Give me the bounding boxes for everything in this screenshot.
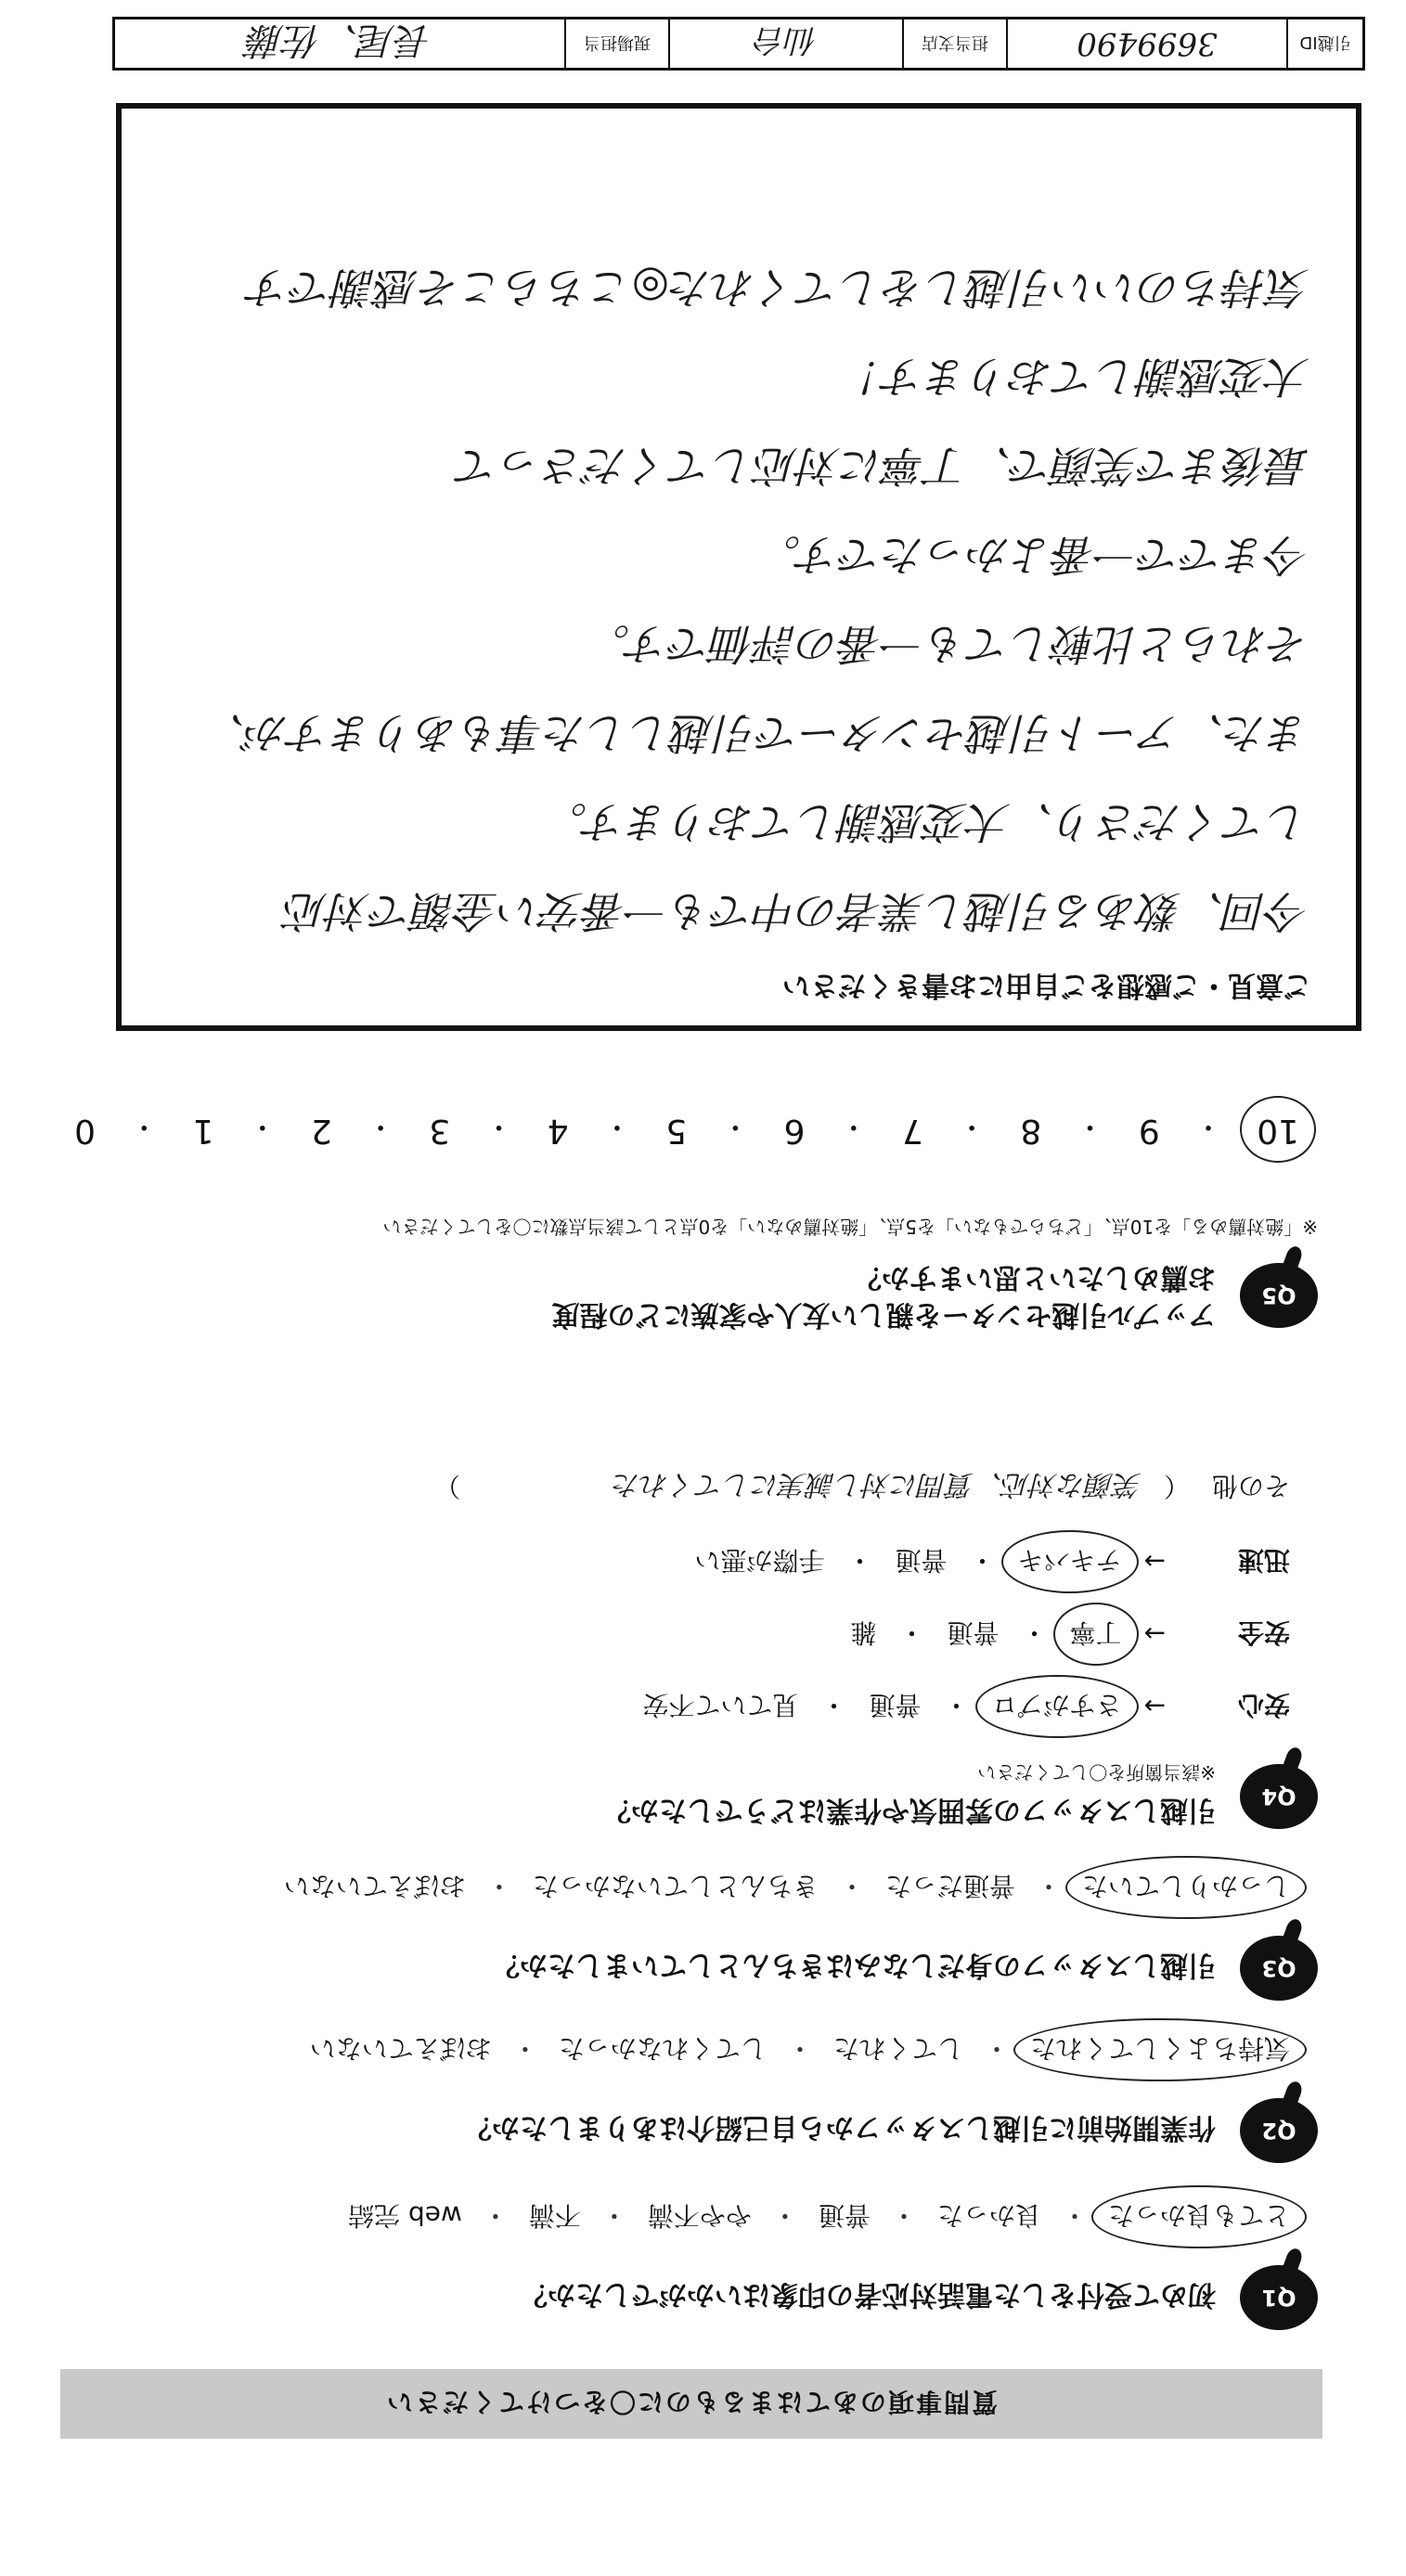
id-value[interactable]: 3699490: [1006, 19, 1286, 68]
q5-score[interactable]: 7: [901, 1112, 923, 1150]
q3-option-1[interactable]: しっかりしていた: [1082, 1869, 1290, 1906]
question-q2: [37, 2031, 1318, 2163]
arrow-icon: →: [1143, 1618, 1166, 1650]
q2-option-3[interactable]: してくれなかった: [558, 2033, 767, 2064]
q5-score[interactable]: 9: [1138, 1112, 1160, 1150]
comment-line: 最後まで笑顔で、丁寧に対応してくださって: [456, 441, 1309, 491]
q4-option[interactable]: 普通: [869, 1690, 922, 1720]
q2-text: 作業開始前に引越しスタッフから自己紹介はありましたか？: [464, 2111, 1216, 2144]
branch-value[interactable]: 仙台: [668, 19, 902, 68]
comment-line: また、アート引越センターで引越しした事もありますが、: [202, 708, 1309, 758]
q2-option-4[interactable]: おぼえていない: [309, 2033, 492, 2064]
q2-options: 気持ちよくしてくれた ・ してくれた ・ してくれなかった ・ おぼえていない: [37, 2031, 1290, 2068]
q5-badge: Q5: [1240, 1263, 1318, 1328]
q2-option-2[interactable]: してくれた: [832, 2033, 963, 2064]
q3-text: 引越しスタッフの身だしなみはきちんとしていましたか？: [492, 1949, 1216, 1981]
q5-score[interactable]: 3: [429, 1112, 451, 1150]
q1-badge: Q1: [1240, 2265, 1318, 2330]
q1-option-4[interactable]: やや不満: [647, 2200, 752, 2231]
q4-text: 引越しスタッフの雰囲気や作業はどうでしたか？: [603, 1794, 1216, 1826]
q4-row-anzen: 安全 → 丁寧 ・ 普通 ・ 雑: [37, 1616, 1290, 1653]
q3-badge: Q3: [1240, 1936, 1318, 2001]
question-q1: [37, 2198, 1318, 2330]
q4-option[interactable]: 手際が悪い: [694, 1545, 825, 1576]
branch-label: 担当支店: [902, 19, 1006, 68]
q3-option-3[interactable]: きちんとしていなかった: [532, 1871, 819, 1901]
question-q3: [37, 1869, 1318, 2001]
q5-score[interactable]: 8: [1020, 1112, 1042, 1150]
q4-option[interactable]: さすがプロ: [992, 1688, 1122, 1725]
q2-option-1[interactable]: 気持ちよくしてくれた: [1030, 2031, 1290, 2068]
q5-score[interactable]: 0: [74, 1112, 97, 1150]
q1-option-1[interactable]: とても良かった: [1108, 2198, 1290, 2235]
q1-options: とても良かった ・ 良かった ・ 普通 ・ やや不満 ・ 不満 ・ web 完結: [37, 2198, 1290, 2235]
id-label: 引越ID: [1286, 19, 1362, 68]
q3-options: しっかりしていた ・ 普通だった ・ きちんとしていなかった ・ おぼえていない: [37, 1869, 1290, 1906]
q5-score[interactable]: 10: [1257, 1109, 1299, 1150]
q4-option[interactable]: 普通: [895, 1545, 948, 1576]
comment-line: してくださり、大変感謝しております。: [544, 797, 1309, 847]
comment-box[interactable]: [116, 103, 1361, 1031]
q5-scale: 10 ・ 9 ・ 8 ・ 7 ・ 6 ・ 5 ・ 4 ・ 3 ・ 2 ・ 1 ・ 0: [74, 1110, 1299, 1150]
q2-badge: Q2: [1240, 2098, 1318, 2163]
leader-value[interactable]: 長尾、佐藤: [247, 19, 432, 62]
q4-other: その他 （ 笑顔な対応、質問に対し誠実にしてくれた ）: [37, 1467, 1290, 1508]
comment-heading: ご意見・ご感想をご自由にお書きください: [782, 969, 1311, 1001]
q4-option[interactable]: 丁寧: [1070, 1616, 1122, 1653]
q4-option[interactable]: 普通: [947, 1617, 1000, 1648]
question-q5: [37, 1109, 1318, 1333]
comment-line: 今回、数ある引越し業者の中でも一番安い金額で対応: [285, 886, 1309, 936]
q4-other-label: その他: [1211, 1471, 1290, 1501]
q5-score[interactable]: 2: [310, 1112, 332, 1150]
q1-option-2[interactable]: 良かった: [936, 2200, 1041, 2231]
q1-option-6[interactable]: web 完結: [348, 2200, 462, 2231]
q5-score[interactable]: 1: [192, 1112, 214, 1150]
q4-row-label: 安心: [1237, 1690, 1290, 1720]
q5-score[interactable]: 6: [783, 1112, 806, 1150]
comment-line: 今までで一番よかったです。: [757, 530, 1309, 580]
comment-line: それらと比較しても一番の評価です。: [587, 619, 1309, 669]
q5-score[interactable]: 5: [665, 1112, 688, 1150]
q4-option[interactable]: 雑: [850, 1617, 877, 1648]
q5-score[interactable]: 4: [547, 1112, 569, 1150]
arrow-icon: →: [1143, 1546, 1166, 1578]
q4-row-label: 安全: [1237, 1617, 1290, 1648]
q4-option[interactable]: テキパキ: [1018, 1543, 1122, 1580]
comment-line: 気持ちのいい引越しをしてくれた◎こちらこそ感謝です: [247, 263, 1309, 313]
comment-line: 大変感謝しております！: [840, 352, 1309, 402]
arrow-icon: →: [1143, 1691, 1166, 1722]
q3-option-2[interactable]: 普通だった: [884, 1871, 1015, 1901]
leader-label: 現場担当: [564, 19, 668, 68]
q5-text: アップル引越センターを親しい友人や家族にどの程度お薦めしたいと思いますか？: [551, 1261, 1216, 1331]
question-q4: [37, 1467, 1318, 1834]
instruction-banner: 質問事項のあてはまるものに〇をつけてください: [60, 2369, 1322, 2439]
meta-row: [112, 17, 1365, 71]
q5-note: ※「絶対薦める」を10点、「どちらでもない」を5点、「絶対薦めない」を0点として該当点数に〇をしてください: [382, 1216, 1318, 1238]
q4-row-jinsoku: 迅速 → テキパキ ・ 普通 ・ 手際が悪い: [37, 1543, 1290, 1580]
q1-text: 初めて受付をした電話対応者の印象はいかがでしたか？: [520, 2278, 1216, 2311]
q4-note: ※該当箇所を〇してください: [977, 1761, 1216, 1784]
q4-option[interactable]: 見ていて不安: [642, 1690, 799, 1720]
q4-row-label: 迅速: [1237, 1545, 1290, 1576]
q3-option-4[interactable]: おぼえていない: [283, 1871, 466, 1901]
q4-other-text[interactable]: 笑顔な対応、質問に対し誠実にしてくれた: [612, 1468, 1142, 1501]
q1-option-5[interactable]: 不満: [528, 2200, 581, 2231]
q4-row-anshin: 安心 → さすがプロ ・ 普通 ・ 見ていて不安: [37, 1688, 1290, 1725]
q4-badge: Q4: [1240, 1765, 1318, 1830]
q1-option-3[interactable]: 普通: [818, 2200, 871, 2231]
